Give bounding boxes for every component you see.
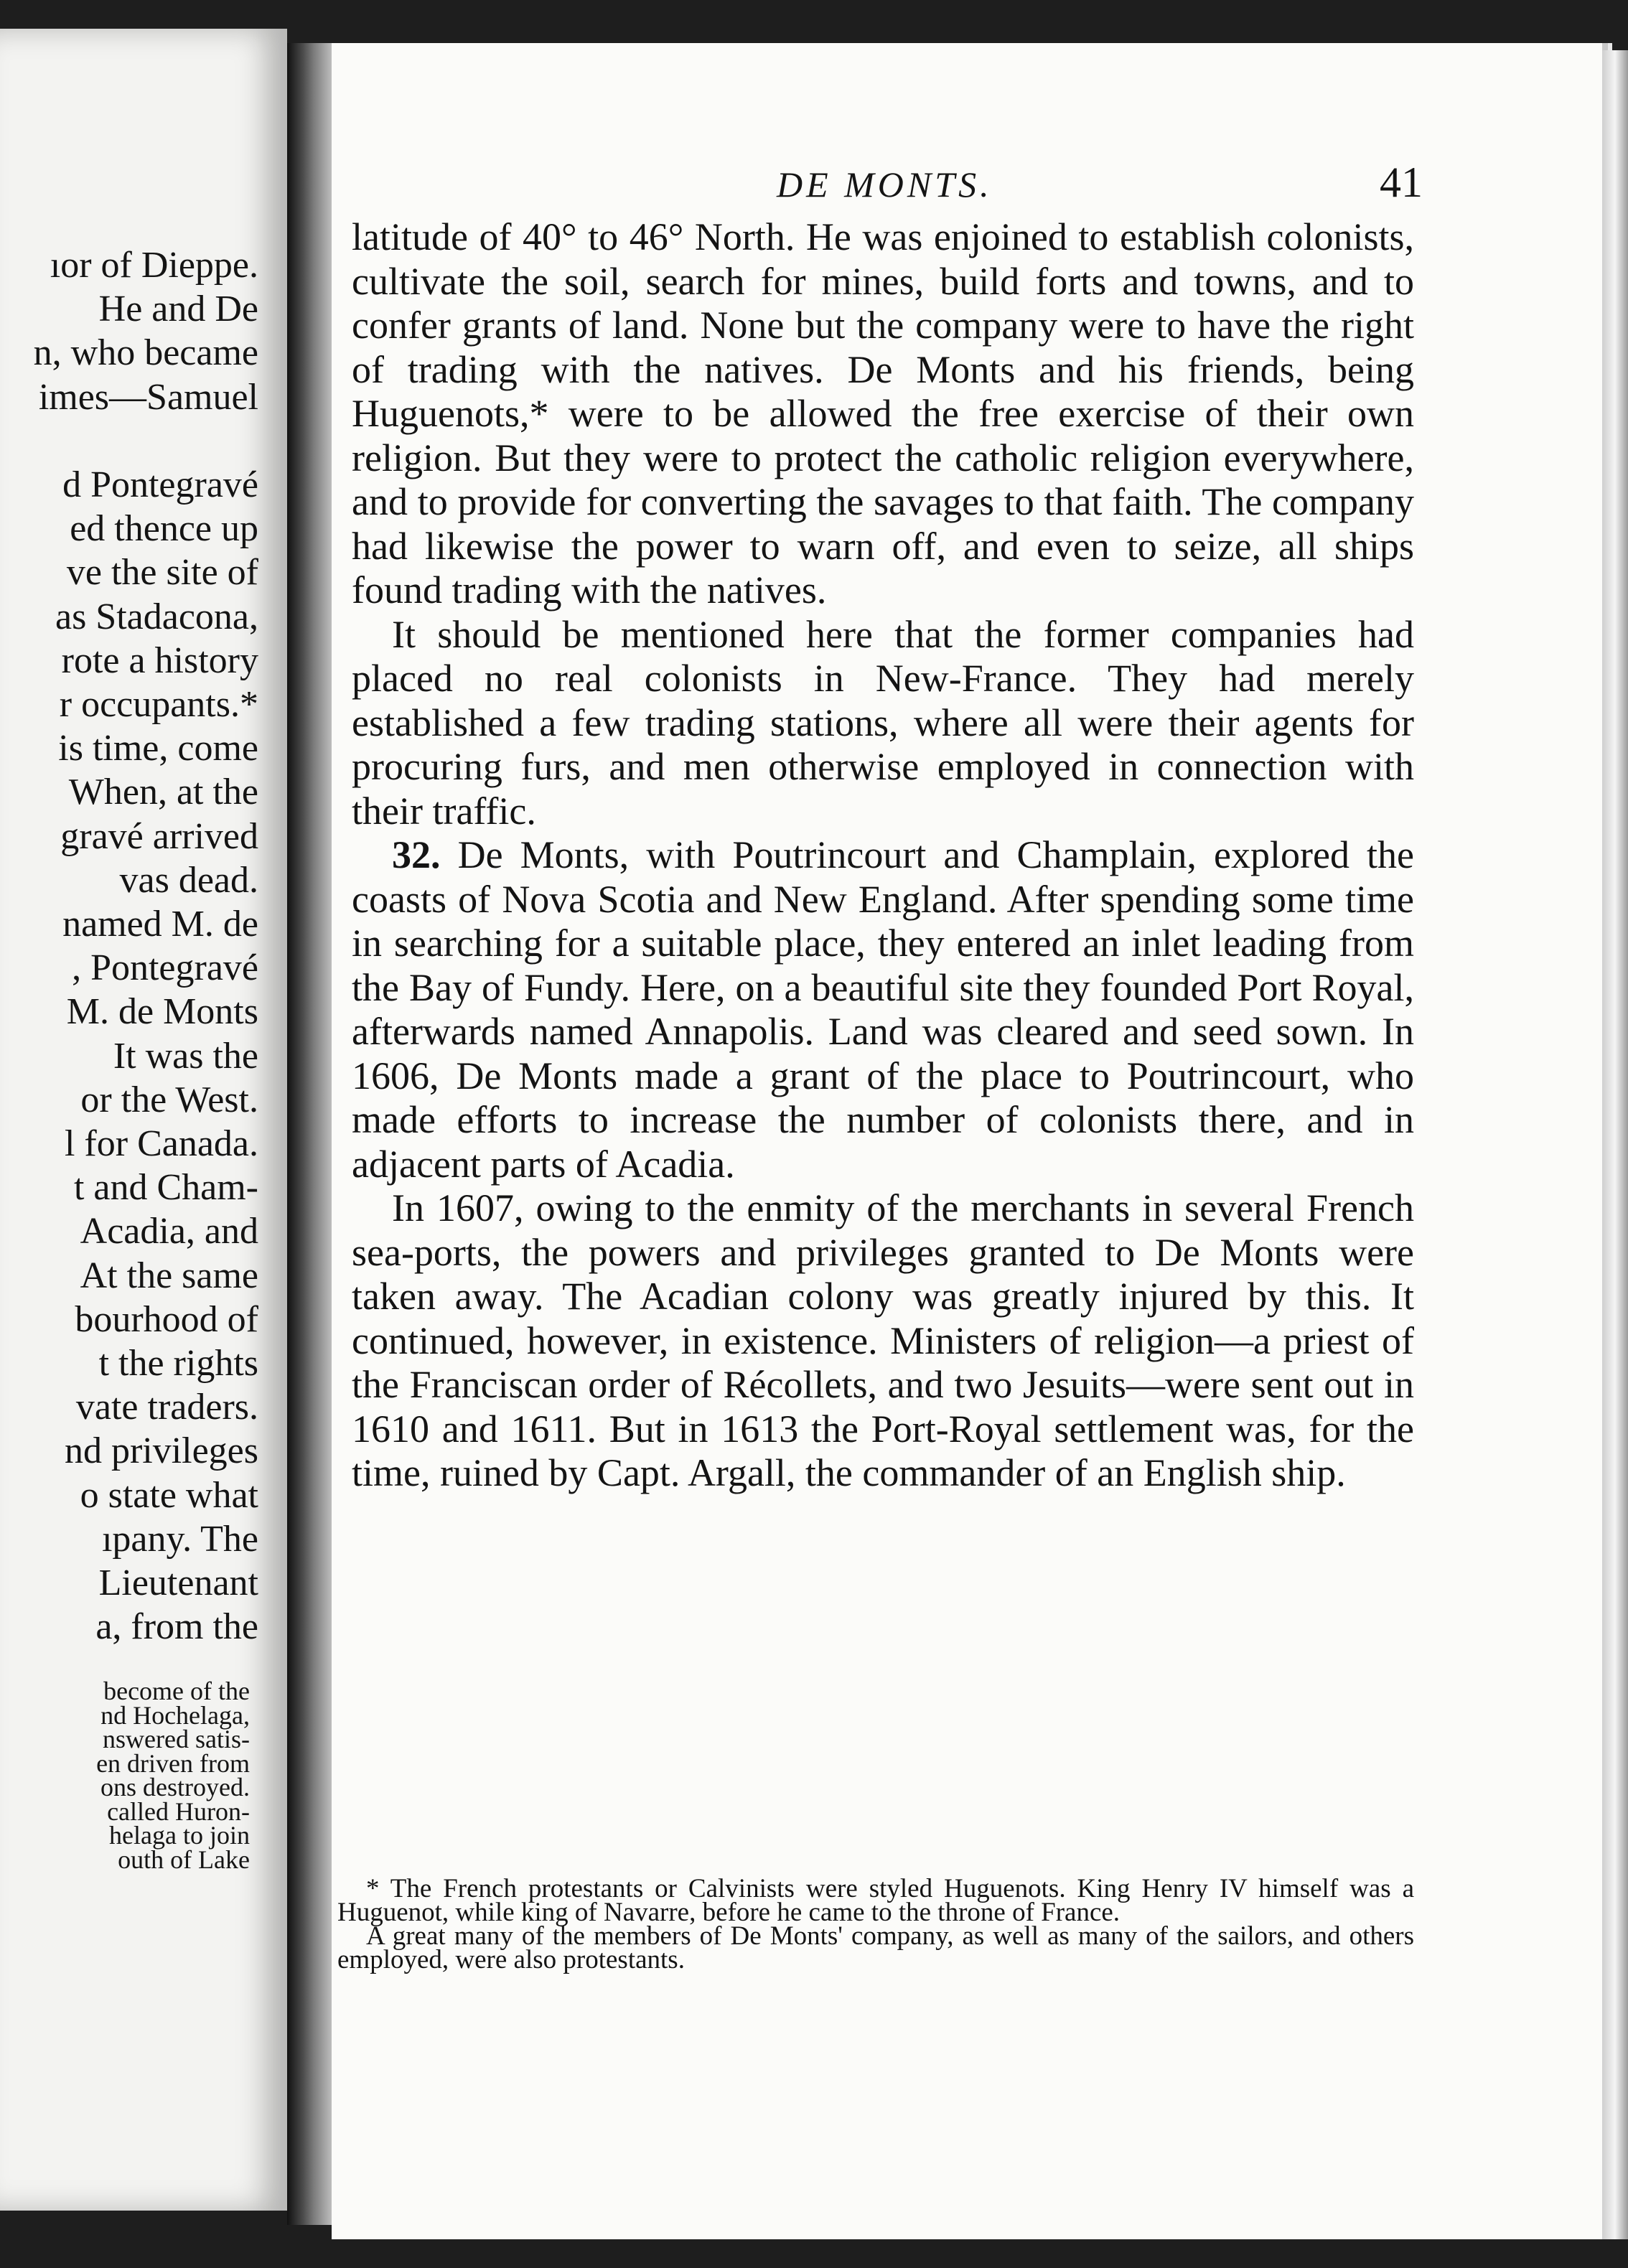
facing-page-footnote-line: outh of Lake bbox=[118, 1845, 250, 1874]
page-header bbox=[332, 159, 1602, 221]
footnote-2: A great many of the members of De Monts' company, as well as many of the sailors, and others employed, were also protestants. bbox=[337, 1921, 1414, 1974]
facing-page-line: When, at the bbox=[68, 772, 258, 813]
facing-page-line: or the West. bbox=[80, 1079, 258, 1120]
paragraph-4: In 1607, owing to the enmity of the merchants in several French sea-ports, the powers and privileges granted to De Monts were taken away. The Acadian colony was greatly injured by this. It continued, however, in existence. Ministers of religion—a priest of the Franciscan order of Récollets, and two Jesuits—were sent out in 1610 and 1611. But in 1613 the Port-Royal settlement was, for the time, ruined by Capt. Argall, the commander of an English ship. bbox=[352, 1186, 1414, 1494]
facing-page-footnote-line: ons destroyed. bbox=[100, 1773, 250, 1801]
facing-page-line: d Pontegravé bbox=[62, 464, 258, 505]
facing-page-line: o state what bbox=[80, 1474, 258, 1516]
facing-page-footnote-line: nd Hochelaga, bbox=[100, 1700, 250, 1730]
facing-page-line: Lieutenant bbox=[98, 1562, 258, 1603]
facing-page-line: a, from the bbox=[95, 1606, 258, 1648]
page-number: 41 bbox=[1380, 159, 1423, 206]
facing-page-line: At the same bbox=[80, 1255, 258, 1296]
facing-page-footnote-line: called Huron- bbox=[107, 1796, 250, 1826]
facing-page-line: ed thence up bbox=[70, 508, 258, 550]
facing-page-line: is time, come bbox=[58, 728, 258, 769]
facing-page-line: named M. de bbox=[62, 904, 258, 945]
facing-page-footnote-line: helaga to join bbox=[109, 1821, 250, 1850]
book-page bbox=[332, 43, 1602, 2239]
facing-page-line: vas dead. bbox=[119, 859, 258, 901]
facing-page-line: , Pontegravé bbox=[72, 947, 258, 989]
facing-page-line: imes—Samuel bbox=[38, 376, 258, 418]
paragraph-3-text: De Monts, with Poutrincourt and Champlain, explored the coasts of Nova Scotia and New England. After spending some time in searching for a suitable place, they entered an inlet leading from the Bay of Fundy. Here, on a beautiful site they founded Port Royal, afterwards named Annapolis. Land was cleared and seed sown. In 1606, De Monts made a grant of the place to Poutrincourt, who made efforts to increase the number of colonists there, and in adjacent parts of Acadia. bbox=[352, 833, 1415, 1186]
facing-page-line: l for Canada. bbox=[64, 1123, 258, 1164]
facing-page-line: ıpany. The bbox=[101, 1518, 258, 1560]
facing-page-line: t the rights bbox=[98, 1343, 258, 1384]
facing-page-line: It was the bbox=[113, 1035, 258, 1077]
book-gutter bbox=[287, 43, 332, 2225]
footnote-1: * The French protestants or Calvinists were styled Huguenots. King Henry IV himself was a Huguenot, while king of Navarre, before he came to the throne of France. bbox=[337, 1874, 1414, 1927]
facing-page-line: M. de Monts bbox=[66, 991, 258, 1033]
facing-page-footnote-line: nswered satis- bbox=[103, 1725, 250, 1753]
facing-page-line: rote a history bbox=[61, 639, 258, 681]
facing-page-line: ve the site of bbox=[66, 552, 258, 594]
facing-page-footnote-line: become of the bbox=[103, 1677, 250, 1705]
body-text bbox=[352, 215, 1414, 1496]
footnotes bbox=[337, 1874, 1414, 1974]
facing-page-line: r occupants.* bbox=[59, 684, 258, 725]
page-edge bbox=[1602, 50, 1628, 2239]
facing-page-line: Acadia, and bbox=[80, 1211, 258, 1252]
facing-page-line: He and De bbox=[98, 289, 258, 330]
facing-page-line: nd privileges bbox=[64, 1430, 258, 1472]
section-number: 32. bbox=[392, 833, 441, 876]
facing-page-line: as Stadacona, bbox=[55, 596, 258, 637]
facing-page-fragment bbox=[0, 29, 287, 2211]
paragraph-2: It should be mentioned here that the former companies had placed no real colonists in New-France. They had merely established a few trading stations, where all were their agents for procuring furs, and men otherwise employed in connection with their traffic. bbox=[352, 612, 1414, 833]
facing-page-line: gravé arrived bbox=[60, 815, 258, 857]
paragraph-1: latitude of 40° to 46° North. He was enjoined to establish colonists, cultivate the soil, search for mines, build forts and towns, and to confer grants of land. None but the company were to have the right of trading with the natives. De Monts and his friends, being Huguenots,* were to be allowed the free exercise of their own religion. But they were to protect the catholic religion everywhere, and to provide for converting the savages to that faith. The company had likewise the power to warn off, and even to seize, all ships found trading with the natives. bbox=[352, 215, 1414, 611]
facing-page-line: vate traders. bbox=[75, 1387, 258, 1428]
facing-page-line: n, who became bbox=[33, 332, 258, 374]
facing-page-line: bourhood of bbox=[75, 1298, 258, 1340]
paragraph-3 bbox=[352, 833, 1414, 1186]
facing-page-line: t and Cham- bbox=[73, 1167, 258, 1209]
facing-page-footnote-line: en driven from bbox=[96, 1748, 250, 1778]
facing-page-line: ıor of Dieppe. bbox=[50, 245, 258, 286]
running-head: DE MONTS. bbox=[777, 164, 993, 205]
